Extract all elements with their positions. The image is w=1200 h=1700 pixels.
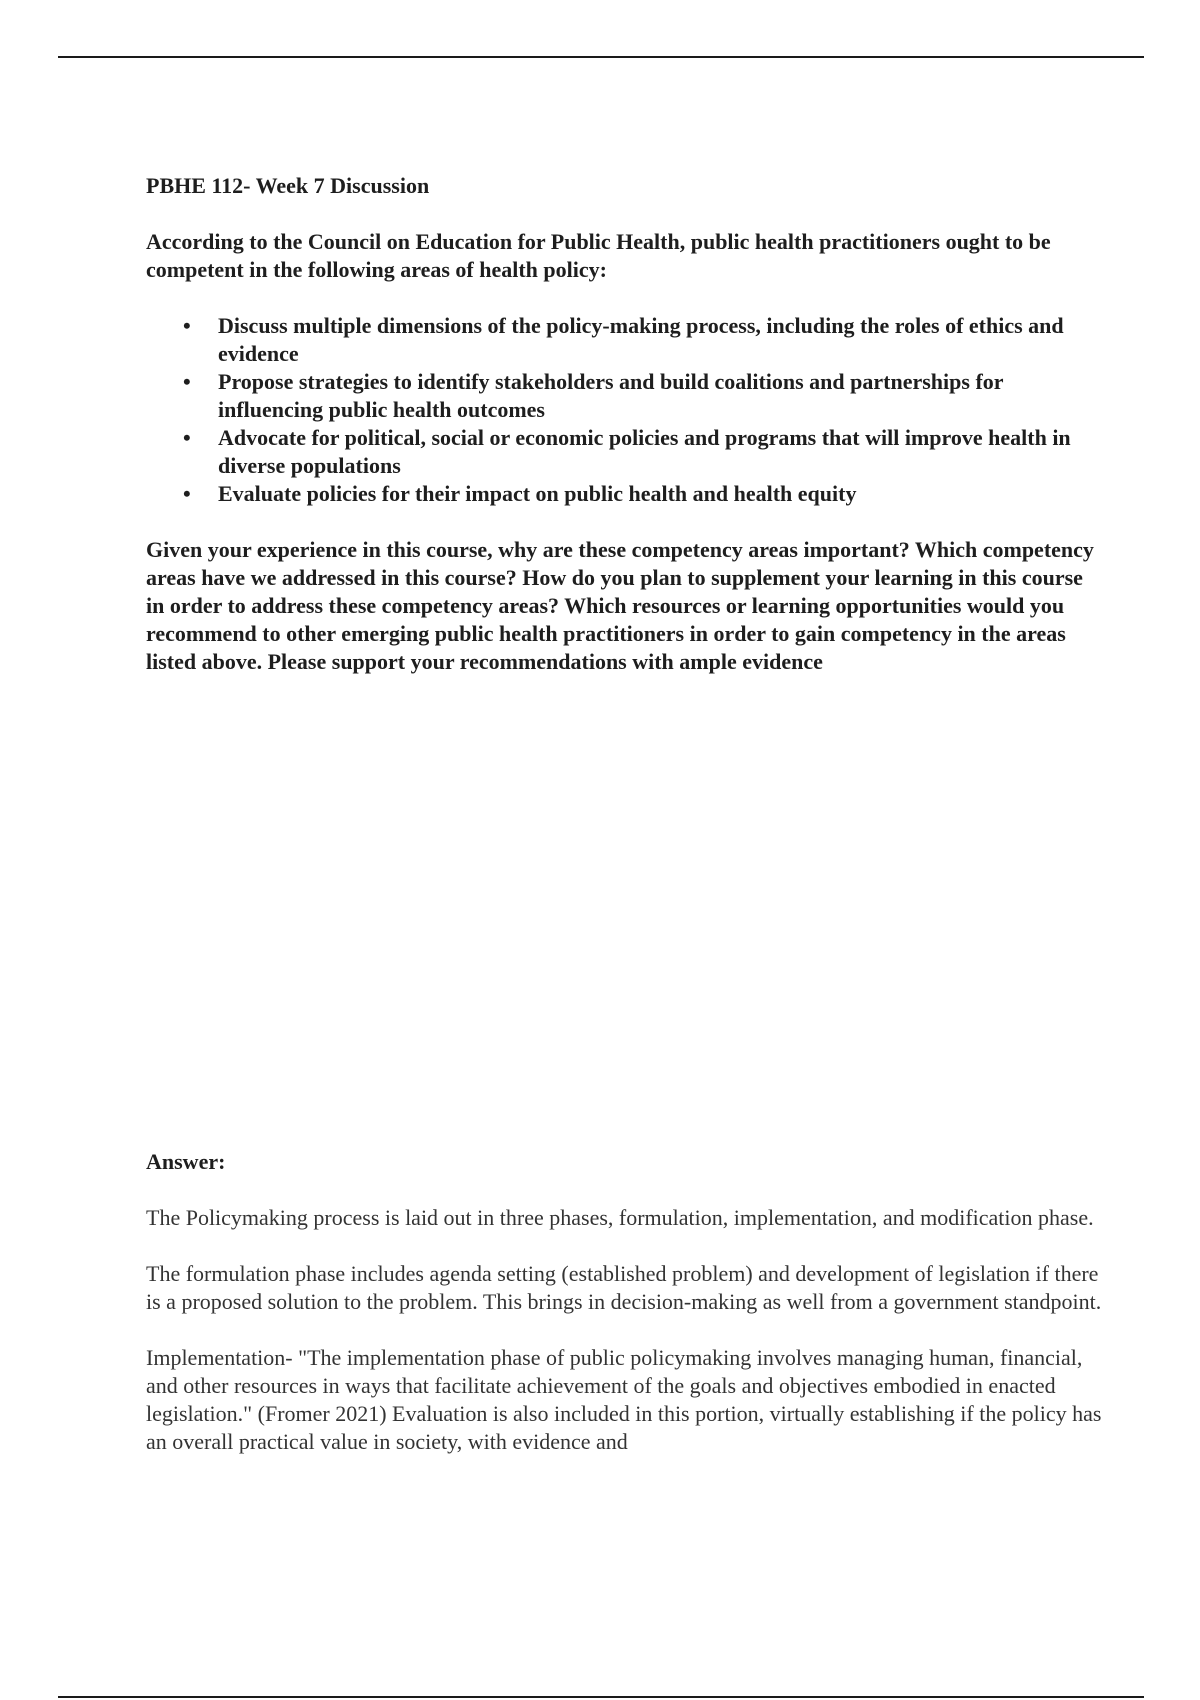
answer-paragraph: The Policymaking process is laid out in three phases, formulation, implementation, and modification phase.	[146, 1205, 1094, 1230]
list-item	[146, 480, 1106, 508]
document-title: PBHE 112- Week 7 Discussion	[146, 173, 430, 198]
competency-text: Evaluate policies for their impact on public health and health equity	[218, 481, 857, 506]
bullet-icon: •	[183, 369, 191, 394]
list-item	[146, 368, 1106, 424]
competency-text: Discuss multiple dimensions of the policy-making process, including the roles of ethics and evidence	[218, 313, 1064, 366]
page-top-rule	[58, 56, 1144, 58]
question-section	[146, 172, 1106, 676]
answer-label: Answer:	[146, 1149, 226, 1174]
list-item	[146, 424, 1106, 480]
answer-paragraph: The formulation phase includes agenda setting (established problem) and development of legislation if there is a proposed solution to the problem. This brings in decision-making as well from a government standpoint.	[146, 1261, 1102, 1314]
competency-text: Advocate for political, social or economic policies and programs that will improve health in diverse populations	[218, 425, 1071, 478]
competency-text: Propose strategies to identify stakeholders and build coalitions and partnerships for influencing public health outcomes	[218, 369, 1004, 422]
list-item	[146, 312, 1106, 368]
bullet-icon: •	[183, 313, 191, 338]
intro-paragraph: According to the Council on Education for Public Health, public health practitioners ought to be competent in the following areas of health policy:	[146, 229, 1051, 282]
discussion-questions: Given your experience in this course, why are these competency areas important? Which competency areas have we addressed in this course? How do you plan to supplement your learning in this course in order to address these competency areas? Which resources or learning opportunities would you recommend to other emerging public health practitioners in order to gain competency in the areas listed above. Please support your recommendations with ample evidence	[146, 537, 1094, 674]
bullet-icon: •	[183, 425, 191, 450]
page-bottom-rule	[58, 1696, 1144, 1698]
answer-paragraph: Implementation- "The implementation phase of public policymaking involves managing human, financial, and other resources in ways that facilitate achievement of the goals and objectives embodied in enacted legislation." (Fromer 2021) Evaluation is also included in this portion, virtually establishing if the policy has an overall practical value in society, with evidence and	[146, 1345, 1102, 1454]
bullet-icon: •	[183, 481, 191, 506]
competency-list	[146, 312, 1106, 508]
answer-section	[146, 1148, 1106, 1456]
